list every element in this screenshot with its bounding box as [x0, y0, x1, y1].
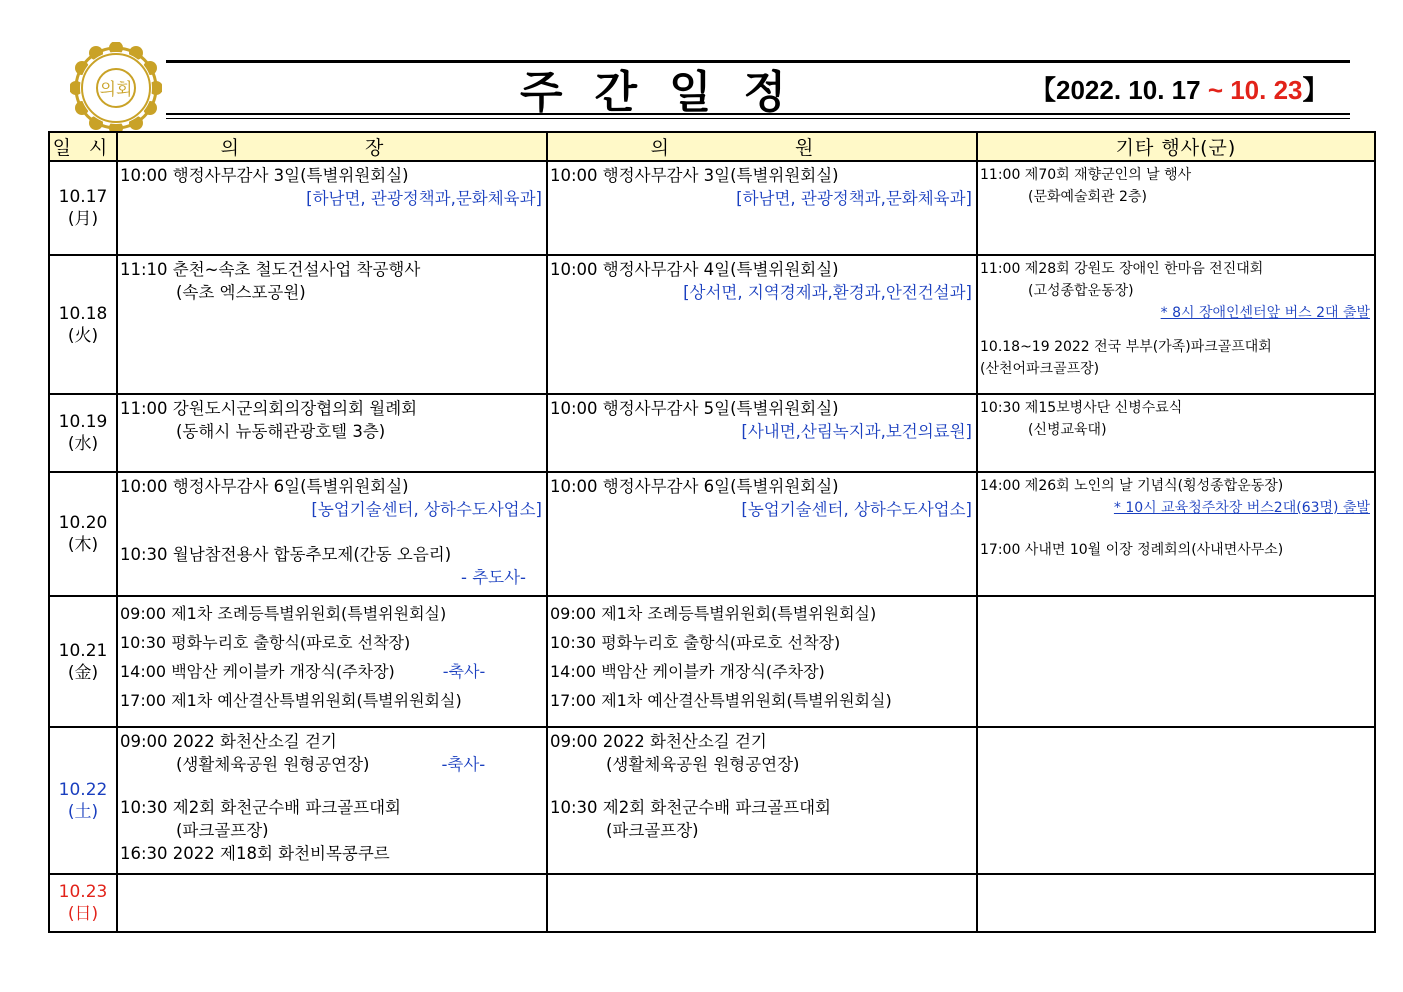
date-cell	[49, 874, 117, 932]
chair-venue: (동해시 뉴동해관광호텔 3층)	[176, 422, 386, 441]
date-cell	[49, 161, 117, 255]
date-cell	[49, 727, 117, 874]
chair-cell	[117, 874, 547, 932]
chair-event: 09:00 제1차 조례등특별위원회(특별위원회실)	[120, 604, 447, 623]
other-cell	[977, 874, 1375, 932]
chair-event: 16:30 2022 제18회 화천비목콩쿠르	[120, 844, 390, 863]
member-cell	[547, 161, 977, 255]
col-header-datetime: 일 시	[49, 132, 117, 161]
date-value: 10.17	[58, 187, 108, 207]
date-cell	[49, 394, 117, 472]
member-venue: (생활체육공원 원형공연장)	[606, 755, 800, 774]
chair-cell	[117, 394, 547, 472]
other-event: 17:00 사내면 10월 이장 정례회의(사내면사무소)	[980, 542, 1284, 558]
member-event: 10:00 행정사무감사 3일(특별위원회실)	[550, 166, 839, 185]
day-value: (日)	[67, 904, 99, 924]
date-value: 10.22	[58, 779, 108, 800]
member-cell	[547, 255, 977, 394]
other-venue: (문화예술회관 2층)	[1028, 189, 1147, 205]
member-event: 10:00 행정사무감사 5일(특별위원회실)	[550, 399, 839, 418]
member-event: 10:30 제2회 화천군수배 파크골프대회	[550, 798, 831, 817]
chair-cell	[117, 596, 547, 727]
other-event: 10.18~19 2022 전국 부부(가족)파크골프대회	[980, 339, 1272, 355]
date-range	[1030, 70, 1329, 107]
day-value: (土)	[67, 801, 99, 822]
member-event: 09:00 2022 화천산소길 걷기	[550, 732, 767, 751]
date-value: 10.23	[58, 882, 108, 902]
member-cell	[547, 596, 977, 727]
member-event: 17:00 제1차 예산결산특별위원회(특별위원회실)	[550, 691, 892, 710]
table-row	[49, 255, 1375, 394]
chair-event: 09:00 2022 화천산소길 걷기	[120, 732, 337, 751]
chair-venue-row	[120, 753, 544, 776]
date-cell	[49, 472, 117, 596]
member-cell	[547, 472, 977, 596]
chair-event: 10:30 월남참전용사 합동추모제(간동 오음리)	[120, 545, 452, 564]
member-detail: [하남면, 관광정책과,문화체육과]	[736, 189, 972, 208]
chair-event: 10:00 행정사무감사 3일(특별위원회실)	[120, 166, 409, 185]
member-cell	[547, 727, 977, 874]
assembly-emblem-icon	[70, 42, 162, 134]
table-row	[49, 394, 1375, 472]
date-value: 10.19	[58, 412, 108, 432]
page-title: 주간일정	[520, 67, 819, 118]
other-cell	[977, 394, 1375, 472]
member-cell	[547, 394, 977, 472]
other-venue: (신병교육대)	[1028, 422, 1107, 438]
member-event: 10:30 평화누리호 출항식(파로호 선착장)	[550, 633, 841, 652]
chair-cell	[117, 161, 547, 255]
logo-text: 의회	[99, 80, 133, 100]
other-cell	[977, 596, 1375, 727]
chair-role: -축사-	[442, 662, 486, 681]
chair-event: 10:30 제2회 화천군수배 파크골프대회	[120, 798, 401, 817]
chair-cell	[117, 255, 547, 394]
chair-detail: [농업기술센터, 상하수도사업소]	[311, 500, 542, 519]
other-note: * 8시 장애인센터앞 버스 2대 출발	[1160, 305, 1370, 321]
other-event: 11:00 제28회 강원도 장애인 한마음 전진대회	[980, 261, 1264, 277]
table-row	[49, 874, 1375, 932]
other-cell	[977, 472, 1375, 596]
chair-event: 11:10 춘천~속초 철도건설사업 착공행사	[120, 260, 421, 279]
other-event: 10:30 제15보병사단 신병수료식	[980, 400, 1183, 416]
table-row	[49, 472, 1375, 596]
date-value: 10.18	[58, 303, 108, 324]
date-value: 10.20	[58, 513, 108, 533]
chair-role: -축사-	[441, 755, 486, 774]
date-cell	[49, 596, 117, 727]
chair-event: 11:00 강원도시군의회의장협의회 월례회	[120, 399, 418, 418]
date-range-close: 】	[1302, 75, 1329, 105]
table-row	[49, 596, 1375, 727]
chair-event-row	[120, 657, 544, 686]
day-value: (火)	[67, 325, 99, 346]
chair-venue: (속초 엑스포공원)	[176, 283, 306, 302]
chair-venue: (생활체육공원 원형공연장)	[176, 755, 370, 774]
date-range-end: ~ 10. 23	[1207, 75, 1303, 105]
other-event: 11:00 제70회 재향군인의 날 행사	[980, 167, 1192, 183]
date-value: 10.21	[58, 640, 108, 661]
chair-event: 10:30 평화누리호 출항식(파로호 선착장)	[120, 633, 411, 652]
member-event: 10:00 행정사무감사 6일(특별위원회실)	[550, 477, 839, 496]
day-value: (金)	[67, 662, 99, 683]
table-row	[49, 161, 1375, 255]
col-header-other: 기타 행사(군)	[977, 132, 1375, 161]
chair-event: 17:00 제1차 예산결산특별위원회(특별위원회실)	[120, 691, 462, 710]
col-header-chair: 의 장	[117, 132, 547, 161]
day-value: (月)	[67, 209, 99, 229]
member-event: 14:00 백암산 케이블카 개장식(주차장)	[550, 662, 825, 681]
col-header-member: 의 원	[547, 132, 977, 161]
member-detail: [사내면,산림녹지과,보건의료원]	[741, 422, 972, 441]
table-header-row	[49, 132, 1375, 161]
chair-event: 10:00 행정사무감사 6일(특별위원회실)	[120, 477, 409, 496]
table-row	[49, 727, 1375, 874]
other-cell	[977, 161, 1375, 255]
other-event: 14:00 제26회 노인의 날 기념식(횡성종합운동장)	[980, 478, 1284, 494]
member-event: 09:00 제1차 조례등특별위원회(특별위원회실)	[550, 604, 877, 623]
date-range-start: 【2022. 10. 17	[1030, 75, 1208, 105]
other-cell	[977, 255, 1375, 394]
other-cell	[977, 727, 1375, 874]
member-detail: [상서면, 지역경제과,환경과,안전건설과]	[683, 283, 972, 302]
other-venue: (고성종합운동장)	[1028, 283, 1134, 299]
member-detail: [농업기술센터, 상하수도사업소]	[741, 500, 972, 519]
schedule-table	[48, 131, 1376, 933]
date-cell	[49, 255, 117, 394]
chair-cell	[117, 727, 547, 874]
other-venue: (산천어파크골프장)	[980, 361, 1100, 377]
other-note: * 10시 교육청주차장 버스2대(63명) 출발	[1113, 500, 1370, 516]
member-cell	[547, 874, 977, 932]
chair-cell	[117, 472, 547, 596]
member-venue: (파크골프장)	[606, 821, 699, 840]
day-value: (水)	[67, 434, 99, 454]
chair-venue: (파크골프장)	[176, 821, 269, 840]
day-value: (木)	[67, 535, 99, 555]
chair-role: - 추도사-	[461, 568, 526, 587]
chair-detail: [하남면, 관광정책과,문화체육과]	[306, 189, 542, 208]
member-event: 10:00 행정사무감사 4일(특별위원회실)	[550, 260, 839, 279]
chair-event: 14:00 백암산 케이블카 개장식(주차장)	[120, 662, 395, 681]
